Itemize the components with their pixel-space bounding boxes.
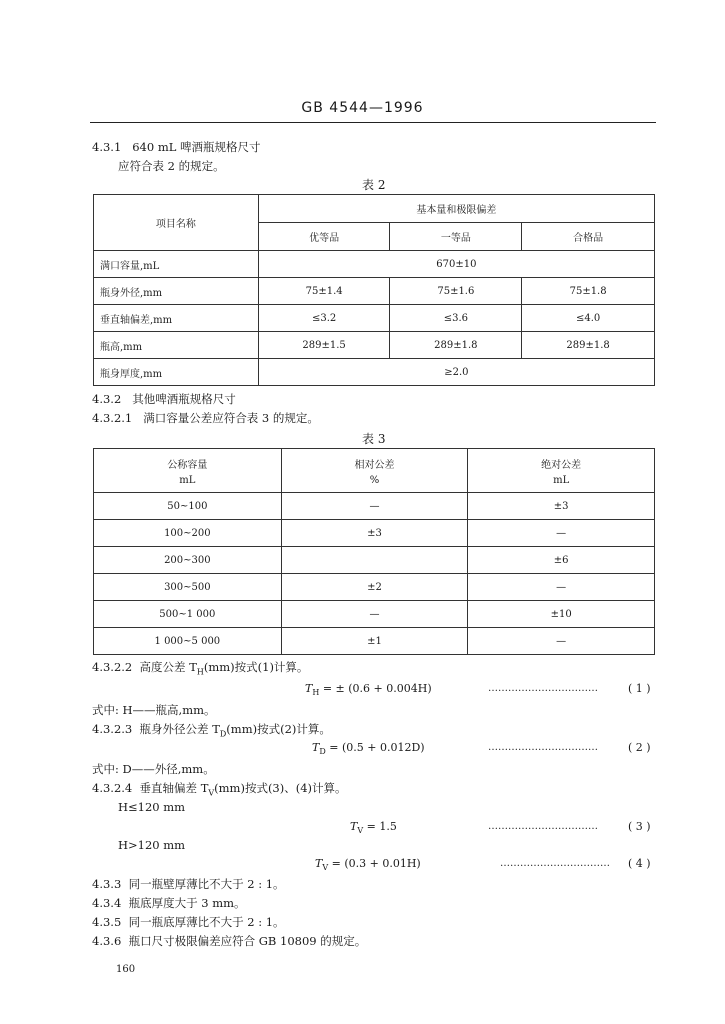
table-3-cell: ±3 [468, 493, 655, 520]
section-text: (mm)按式(3)、(4)计算。 [214, 781, 347, 795]
section-4-3-4 [92, 896, 246, 910]
formula-symbol: T [312, 741, 320, 754]
formula-2 [312, 741, 425, 756]
table-3-cell: ±1 [281, 628, 468, 655]
section-4-3-2 [92, 392, 236, 406]
equation-number-3: ( 3 ) [628, 820, 651, 833]
formula-3 [350, 820, 397, 835]
section-4-3-2-2 [92, 660, 308, 679]
table-2-cell: 289±1.8 [390, 332, 522, 359]
section-4-3-1 [92, 140, 261, 154]
section-text: 瓶身外径公差 T [139, 722, 220, 736]
page-number: 160 [116, 964, 136, 975]
table-2-cell: 289±1.5 [258, 332, 390, 359]
section-title: 其他啤酒瓶规格尺寸 [132, 392, 236, 406]
subscript: V [208, 788, 215, 798]
section-number: 4.3.4 [92, 896, 122, 910]
table-2-item-header: 项目名称 [94, 195, 259, 251]
section-4-3-5 [92, 915, 285, 929]
table-row [94, 493, 655, 520]
dot-leader: …………………………… [488, 683, 598, 694]
subscript: D [219, 729, 227, 739]
header-unit: mL [553, 474, 570, 486]
table-3-cell: 50~100 [94, 493, 282, 520]
section-number: 4.3.1 [92, 140, 122, 154]
formula-rhs: = 1.5 [363, 820, 397, 833]
table-3-header [281, 449, 468, 493]
table-row [94, 601, 655, 628]
table-3-cell [281, 547, 468, 574]
table-row [94, 574, 655, 601]
table-3-cell: ±3 [281, 520, 468, 547]
condition-2: H>120 mm [118, 838, 186, 852]
section-4-3-2-4 [92, 781, 347, 800]
table-3-cell: 100~200 [94, 520, 282, 547]
table-2-row-name: 瓶高,mm [94, 332, 259, 359]
section-4-3-6 [92, 934, 366, 948]
section-text: 垂直轴偏差 T [139, 781, 209, 795]
table-row [94, 547, 655, 574]
table-2-grade-header: 合格品 [522, 223, 655, 251]
table-3-cell: — [468, 574, 655, 601]
section-text: 瓶底厚度大于 3 mm。 [128, 896, 246, 910]
dot-leader: …………………………… [488, 742, 598, 753]
header-name: 公称容量 [167, 459, 208, 471]
table-3-header [468, 449, 655, 493]
table-row [94, 628, 655, 655]
section-4-3-2-1 [92, 411, 319, 425]
section-number: 4.3.3 [92, 877, 122, 891]
header-name: 相对公差 [354, 459, 395, 471]
table-3-cell: — [281, 601, 468, 628]
table-row [94, 359, 655, 386]
where-clause-1: 式中: H——瓶高,mm。 [92, 703, 216, 717]
section-text: 同一瓶壁厚薄比不大于 2 : 1。 [128, 877, 285, 891]
table-3-cell: — [468, 520, 655, 547]
table-3-cell: ±2 [281, 574, 468, 601]
equation-number-1: ( 1 ) [628, 682, 651, 695]
header-unit: % [369, 474, 380, 486]
section-number: 4.3.6 [92, 934, 122, 948]
table-2-cell: 75±1.4 [258, 278, 390, 305]
header-rule [90, 122, 656, 123]
table-3-cell: — [468, 628, 655, 655]
table-row [94, 251, 655, 278]
table-row [94, 520, 655, 547]
table-2-cell: ≤4.0 [522, 305, 655, 332]
equation-number-2: ( 2 ) [628, 741, 651, 754]
table-3-cell: 200~300 [94, 547, 282, 574]
table-2-row-name: 垂直轴偏差,mm [94, 305, 259, 332]
dot-leader: …………………………… [488, 821, 598, 832]
section-text: 同一瓶底厚薄比不大于 2 : 1。 [128, 915, 285, 929]
table-2-cell: 289±1.8 [522, 332, 655, 359]
condition-1: H≤120 mm [118, 800, 186, 814]
section-number: 4.3.2.1 [92, 411, 133, 425]
section-4-3-2-3 [92, 722, 331, 741]
section-text: (mm)按式(2)计算。 [226, 722, 331, 736]
section-number: 4.3.2.4 [92, 781, 133, 795]
formula-subscript: D [319, 747, 326, 757]
table-2-row-name: 瓶身厚度,mm [94, 359, 259, 386]
formula-subscript: V [357, 826, 364, 836]
formula-symbol: T [350, 820, 358, 833]
table-2 [93, 194, 655, 386]
section-number: 4.3.2.3 [92, 722, 133, 736]
table-2-row-name: 满口容量,mL [94, 251, 259, 278]
table-2-grade-header: 一等品 [390, 223, 522, 251]
table-3 [93, 448, 655, 655]
table-row [94, 278, 655, 305]
formula-symbol: T [305, 682, 313, 695]
dot-leader: …………………………… [500, 858, 610, 869]
section-text: (mm)按式(1)计算。 [203, 660, 309, 674]
table-3-cell: 300~500 [94, 574, 282, 601]
table-2-cell: 75±1.6 [390, 278, 522, 305]
table-3-caption: 表 3 [362, 432, 386, 446]
table-row [94, 332, 655, 359]
where-clause-2: 式中: D——外径,mm。 [92, 762, 215, 776]
table-3-cell: ±6 [468, 547, 655, 574]
header-unit: mL [179, 474, 196, 486]
table-3-cell: — [281, 493, 468, 520]
table-2-cell: ≤3.2 [258, 305, 390, 332]
table-2-caption: 表 2 [362, 178, 386, 192]
section-4-3-1-text: 应符合表 2 的规定。 [118, 159, 225, 173]
subscript: H [196, 667, 204, 677]
formula-rhs: = (0.3 + 0.01H) [328, 857, 421, 870]
table-2-row-name: 瓶身外径,mm [94, 278, 259, 305]
table-3-cell: 500~1 000 [94, 601, 282, 628]
section-text: 满口容量公差应符合表 3 的规定。 [143, 411, 319, 425]
formula-symbol: T [315, 857, 323, 870]
formula-rhs: = ± (0.6 + 0.004H) [319, 682, 432, 695]
section-4-3-3 [92, 877, 285, 891]
section-title: 640 mL 啤酒瓶规格尺寸 [132, 140, 261, 154]
standard-header: GB 4544—1996 [301, 100, 424, 116]
table-2-group-header: 基本量和极限偏差 [258, 195, 654, 223]
table-3-header-row [94, 449, 655, 493]
section-text: 瓶口尺寸极限偏差应符合 GB 10809 的规定。 [128, 934, 367, 948]
table-3-cell: 1 000~5 000 [94, 628, 282, 655]
formula-subscript: V [322, 863, 329, 873]
header-name: 绝对公差 [541, 459, 582, 471]
table-3-cell: ±10 [468, 601, 655, 628]
table-2-cell: 75±1.8 [522, 278, 655, 305]
equation-number-4: ( 4 ) [628, 857, 651, 870]
table-2-grade-header: 优等品 [258, 223, 390, 251]
table-3-header [94, 449, 282, 493]
table-2-cell: ≥2.0 [258, 359, 654, 386]
formula-rhs: = (0.5 + 0.012D) [325, 741, 425, 754]
formula-4 [315, 857, 421, 872]
formula-subscript: H [312, 688, 320, 698]
table-2-cell: ≤3.6 [390, 305, 522, 332]
formula-1 [305, 682, 432, 697]
table-row [94, 305, 655, 332]
section-text: 高度公差 T [139, 660, 197, 674]
table-2-cell: 670±10 [258, 251, 654, 278]
section-number: 4.3.2 [92, 392, 122, 406]
section-number: 4.3.5 [92, 915, 122, 929]
section-number: 4.3.2.2 [92, 660, 133, 674]
